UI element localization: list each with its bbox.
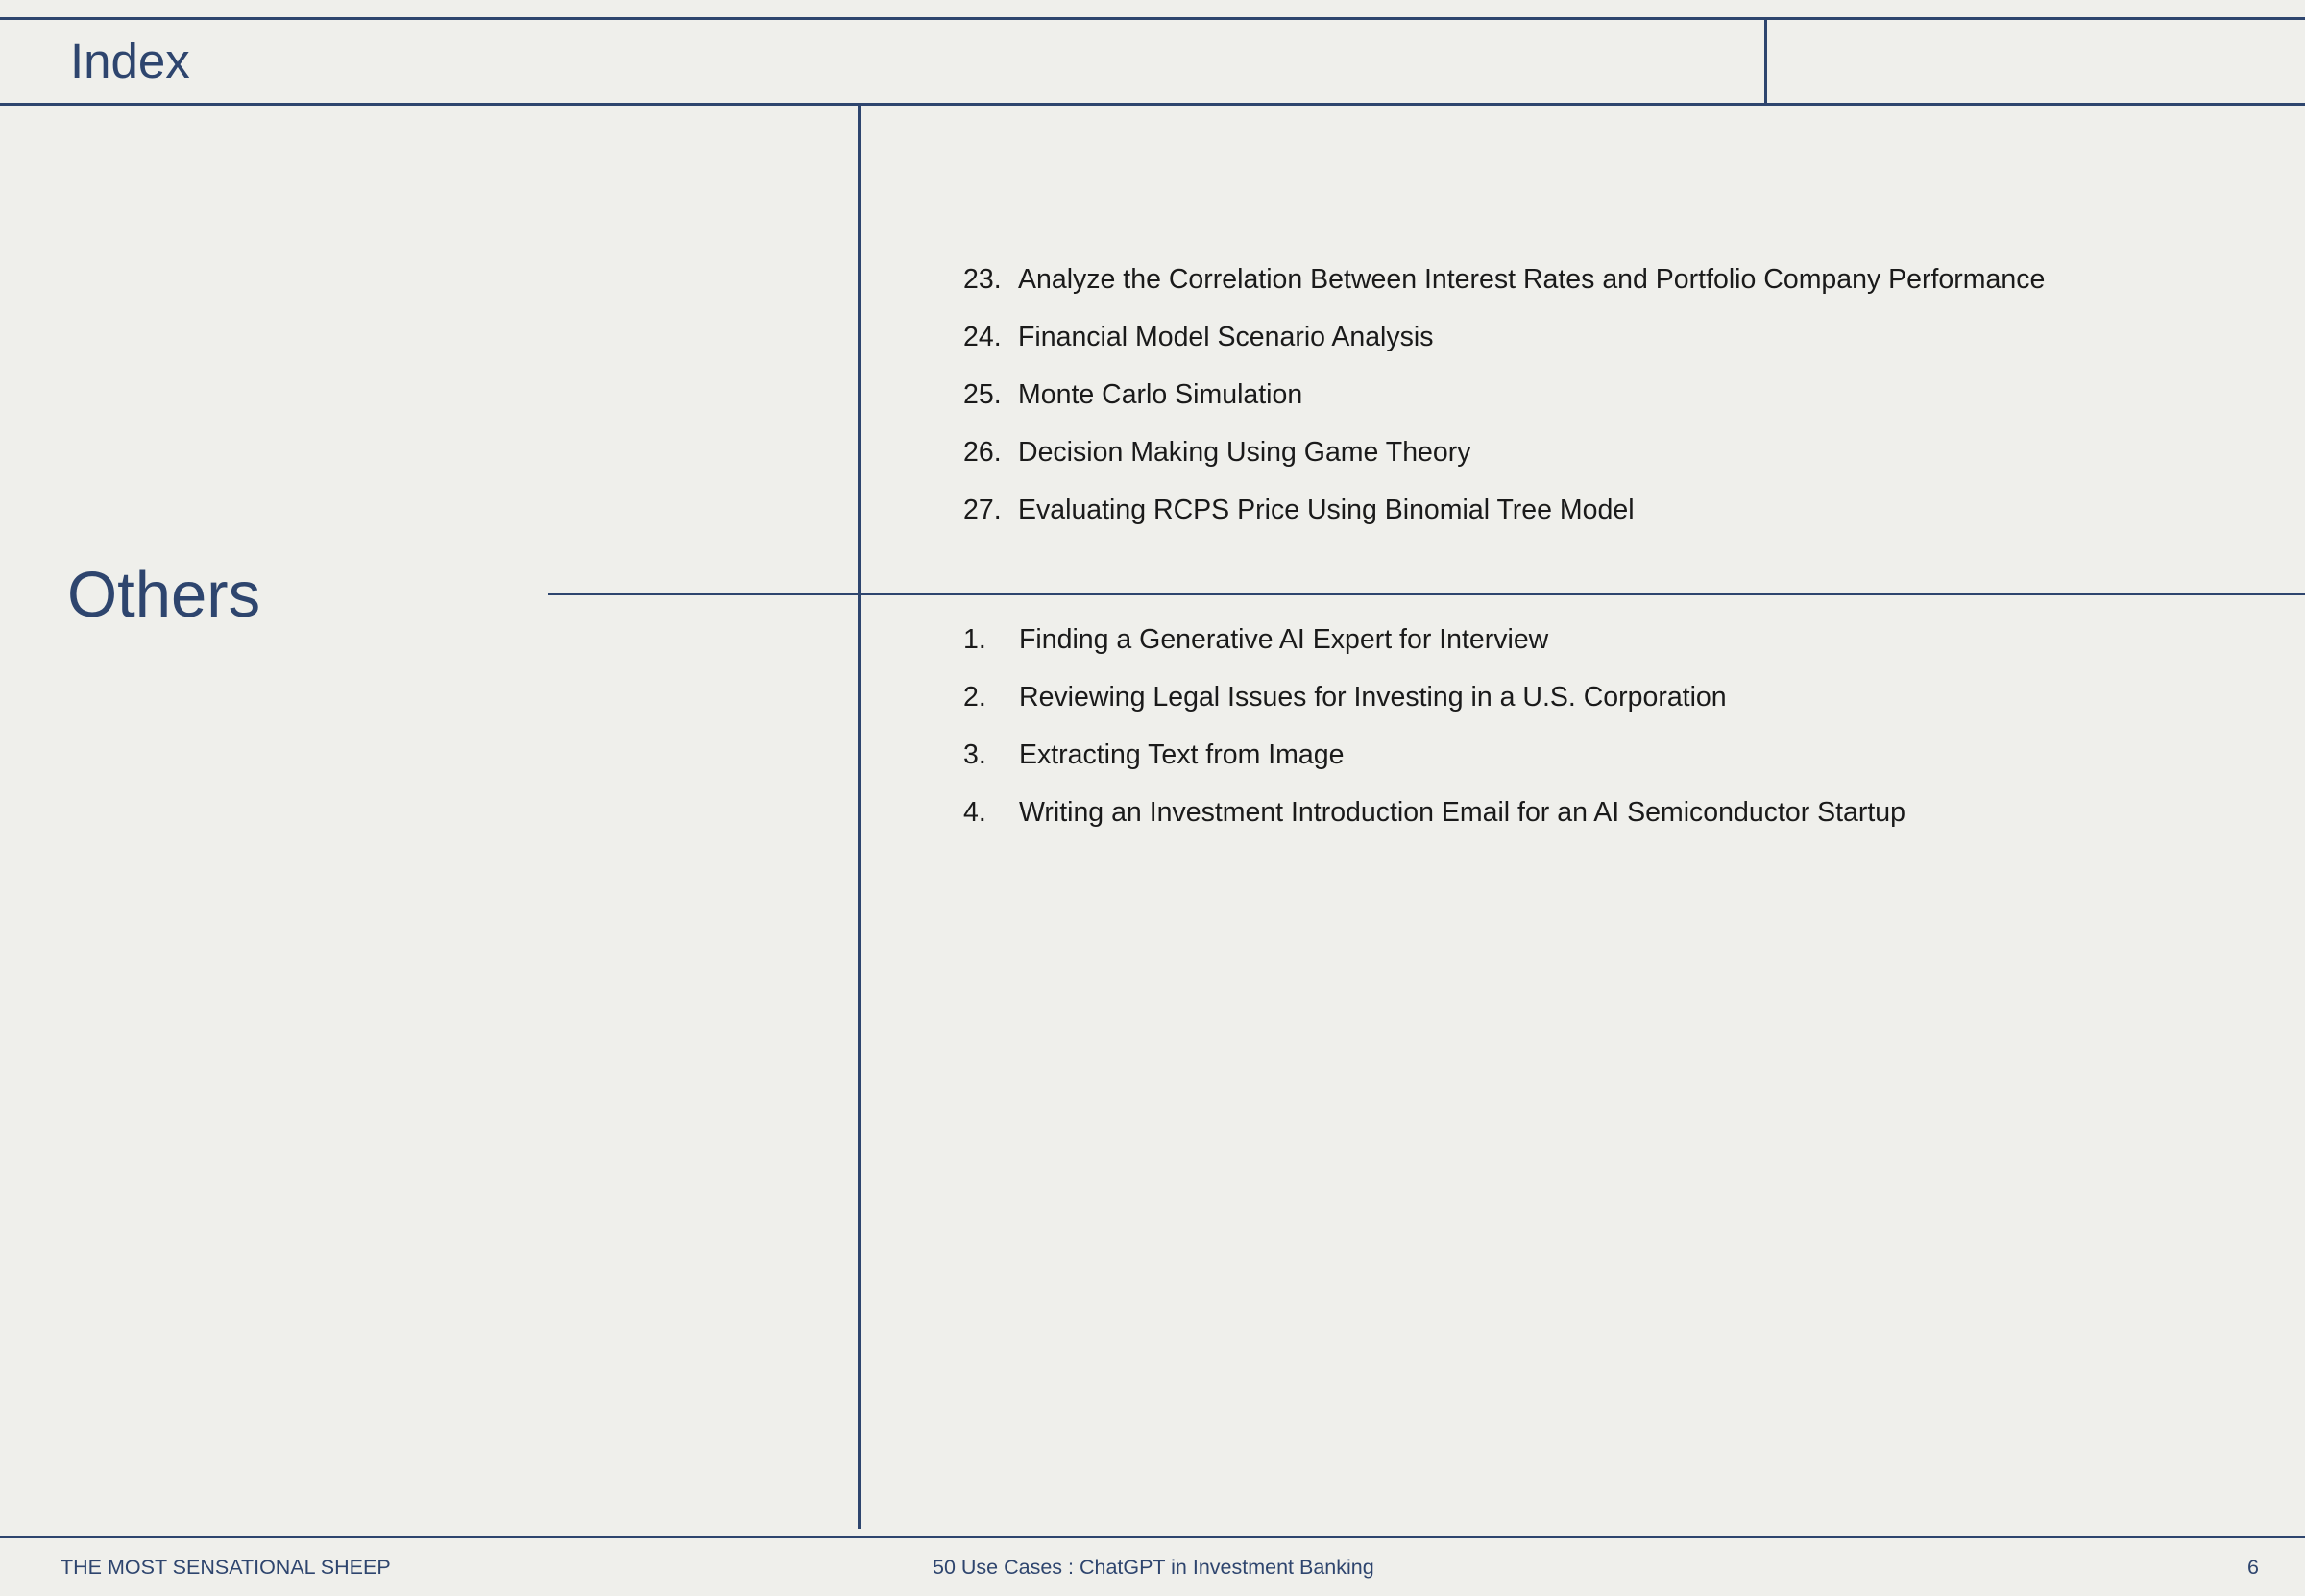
list-item: [963, 257, 2045, 315]
column-divider: [858, 106, 861, 1529]
footer-publisher: THE MOST SENSATIONAL SHEEP: [61, 1556, 391, 1579]
section-rule: [548, 593, 2305, 595]
list-item-number: 3.: [963, 739, 986, 770]
list-item: [963, 315, 2045, 373]
list-item: [963, 373, 2045, 430]
list-item-number: 25.: [963, 379, 1002, 410]
list-item: [963, 617, 1905, 675]
list-item: [963, 790, 1905, 848]
header-top-rule: [0, 17, 2305, 20]
footer-rule: [0, 1536, 2305, 1538]
list-item: [963, 675, 1905, 733]
list-item-text: Evaluating RCPS Price Using Binomial Tree Model: [1018, 495, 1635, 525]
list-item-number: 1.: [963, 624, 986, 655]
list-item-number: 26.: [963, 437, 1002, 468]
section-title: Others: [67, 559, 261, 631]
list-item-number: 27.: [963, 495, 1002, 525]
list-item-number: 24.: [963, 322, 1002, 352]
list-item-text: Finding a Generative AI Expert for Interview: [1019, 624, 1549, 655]
list-item-text: Monte Carlo Simulation: [1018, 379, 1303, 410]
header-bottom-rule: [0, 103, 2305, 106]
list-item: [963, 733, 1905, 790]
list-item-number: 2.: [963, 682, 986, 713]
list-item-text: Reviewing Legal Issues for Investing in a U.S. Corporation: [1019, 682, 1727, 713]
page-title: Index: [70, 34, 190, 88]
page-number: 6: [2247, 1556, 2259, 1579]
index-list-continued: [963, 257, 2045, 545]
footer-book-title: 50 Use Cases : ChatGPT in Investment Banking: [933, 1556, 1374, 1579]
list-item: [963, 488, 2045, 545]
list-item-number: 4.: [963, 797, 986, 828]
index-list-others: [963, 617, 1905, 848]
list-item: [963, 430, 2045, 488]
list-item-text: Financial Model Scenario Analysis: [1018, 322, 1434, 352]
header-divider: [1764, 17, 1767, 106]
list-item-number: 23.: [963, 264, 1002, 295]
list-item-text: Extracting Text from Image: [1019, 739, 1345, 770]
list-item-text: Analyze the Correlation Between Interest Rates and Portfolio Company Performance: [1018, 264, 2046, 295]
list-item-text: Writing an Investment Introduction Email for an AI Semiconductor Startup: [1019, 797, 1906, 828]
list-item-text: Decision Making Using Game Theory: [1018, 437, 1471, 468]
